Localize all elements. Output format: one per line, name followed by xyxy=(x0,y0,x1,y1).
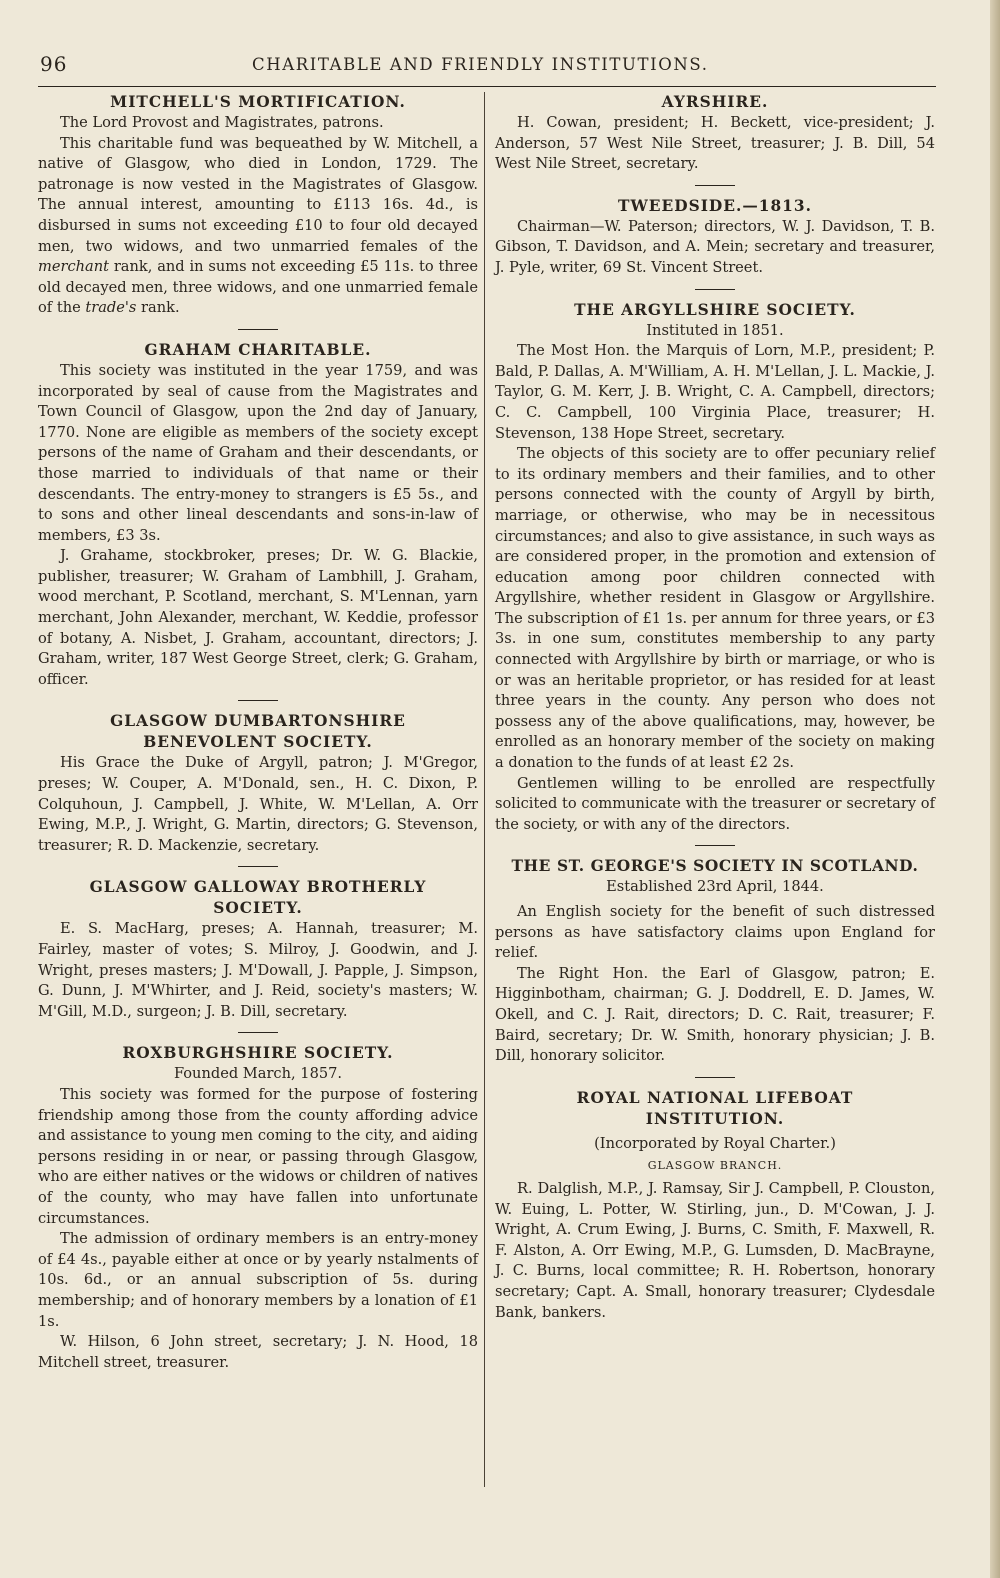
paragraph: Chairman—W. Paterson; directors, W. J. Davidson, T. B. Gibson, T. Davidson, and A. Mein; secretary and treasurer, J. Pyle, writer, 69 St. Vincent Street. xyxy=(495,217,935,276)
text-run: rank, and in sums not exceeding £5 11s. to three old decayed men, three widows, and one unmarried female of the xyxy=(38,258,479,317)
section-lifeboat xyxy=(495,1088,935,1323)
paragraph: The objects of this society are to offer pecuniary relief to its ordinary members and their families, and to other persons connected with the county of Argyll by birth, marriage, or otherwise, who may be in necessitous circumstances; and also to give assistance, in such ways as are considered proper, in the promotion and extension of education among poor children connected with Argyllshire, whether resident in Glasgow or Argyllshire. The subscription of £1 1s. per annum for three years, or £3 3s. in one sum, constitutes membership to any party connected with Argyllshire by birth or marriage, or who is or was an heritable proprietor, or has resided for at least three years in the county. Any person who does not possess any of the above qualifications, may, however, be enrolled as an honorary member of the society on making a donation to the funds of at least £2 2s. xyxy=(495,445,935,772)
section-separator xyxy=(695,289,735,290)
section-title: TWEEDSIDE.—1813. xyxy=(618,196,812,215)
paragraph: J. Grahame, stockbroker, preses; Dr. W. G. Blackie, publisher, treasurer; W. Graham of Lambhill, J. Graham, wood merchant, P. Scotland, merchant, S. M'Lennan, yarn merchant, John Alexander, merchant, W. Keddie, professor of botany, A. Nisbet, J. Graham, accountant, directors; J. Graham, writer, 187 West George Street, clerk; G. Graham, officer. xyxy=(38,547,478,688)
paragraph: R. Dalglish, M.P., J. Ramsay, Sir J. Campbell, P. Clouston, W. Euing, L. Potter, W. Stirling, jun., D. M'Cowan, J. J. Wright, A. Crum Ewing, J. Burns, C. Smith, F. Maxwell, R. F. Alston, A. Orr Ewing, M.P., G. Lumsden, D. MacBrayne, J. C. Burns, local committee; R. H. Robertson, honorary secretary; Capt. A. Small, honorary treasurer; Clydesdale Bank, bankers. xyxy=(495,1179,935,1321)
paragraph: The Lord Provost and Magistrates, patrons. xyxy=(60,114,384,131)
section-title: GLASGOW GALLOWAY BROTHERLY SOCIETY. xyxy=(89,878,427,918)
section-st-george xyxy=(495,856,935,1066)
running-head: CHARITABLE AND FRIENDLY INSTITUTIONS. xyxy=(252,55,709,74)
section-title: THE ST. GEORGE'S SOCIETY IN SCOTLAND. xyxy=(511,857,919,876)
section-title: GLASGOW DUMBARTONSHIRE BENEVOLENT SOCIETY. xyxy=(110,712,406,752)
italic-word: merchant xyxy=(38,258,109,276)
paragraph: W. Hilson, 6 John street, secretary; J. N. Hood, 18 Mitchell street, treasurer. xyxy=(38,1333,478,1371)
page-header xyxy=(40,52,935,82)
paragraph: The Most Hon. the Marquis of Lorn, M.P., president; P. Bald, P. Dallas, A. M'William, A. H. M'Lellan, J. L. Mackie, J. Taylor, G. M. Kerr, J. B. Wright, C. A. Campbell, directors; C. C. Campbell, 100 Virginia Place, treasurer; H. Stevenson, 138 Hope Street, secretary. xyxy=(495,342,935,442)
page-edge-shadow xyxy=(990,0,1000,1578)
section-mitchell xyxy=(38,92,478,319)
section-graham xyxy=(38,340,478,691)
text-run: rank. xyxy=(141,299,180,317)
section-subtitle: (Incorporated by Royal Charter.) xyxy=(594,1134,836,1152)
section-subtitle: Established 23rd April, 1844. xyxy=(606,878,824,896)
paragraph: His Grace the Duke of Argyll, patron; J. M'Gregor, preses; W. Couper, A. M'Donald, sen., H. C. Dixon, P. Colquhoun, J. Campbell, J. White, W. M'Lellan, A. Orr Ewing, M.P., J. Wright, G. Martin, directors; G. Stevenson, treasurer; R. D. Mackenzie, secretary. xyxy=(38,754,478,854)
paragraph: The admission of ordinary members is an entry-money of £4 4s., payable either at once or by yearly nstalments of 10s. 6d., or an annual subscription of 5s. during membership; and of honorary members by a lonation of £1 1s. xyxy=(38,1230,478,1330)
section-title: MITCHELL'S MORTIFICATION. xyxy=(110,93,406,111)
section-title: ROYAL NATIONAL LIFEBOAT INSTITUTION. xyxy=(576,1088,854,1128)
paragraph: This society was formed for the purpose of fostering friendship among those from the county affording advice and assistance to young men coming to the city, and aiding persons residing in or near, or passing through Glasgow, who are either natives or the widows or children of natives of the county, who may have fallen into unfortunate circumstances. xyxy=(38,1085,478,1227)
section-galloway xyxy=(38,877,478,1022)
left-column xyxy=(38,92,478,1373)
paragraph: E. S. MacHarg, preses; A. Hannah, treasurer; M. Fairley, master of votes; S. Milroy, J. Goodwin, and J. Wright, preses masters; J. M'Dowall, J. Papple, J. Simpson, G. Dunn, J. M'Whirter, and J. Reid, society's masters; W. M'Gill, M.D., surgeon; J. B. Dill, secretary. xyxy=(38,920,478,1020)
paragraph: This society was instituted in the year 1759, and was incorporated by seal of cause from the Magistrates and Town Council of Glasgow, upon the 2nd day of January, 1770. None are eligible as members of the society except persons of the name of Graham and their descendants, or those married to individuals of that name or their descendants. The entry-money to strangers is £5 5s., and to sons and other lineal descendants and sons-in-law of members, £3 3s. xyxy=(38,361,478,544)
text-run: This charitable fund was bequeathed by W. Mitchell, a native of Glasgow, who died in London, 1729. The patronage is now vested in the Magistrates of Glasgow. The annual interest, amounting to £113 16s. 4d., is disbursed in sums not exceeding £10 to four old decayed men, two widows, and two unmarried females of the xyxy=(38,134,478,255)
section-roxburgh xyxy=(38,1043,478,1373)
section-tweedside xyxy=(495,196,935,279)
section-subtitle: Instituted in 1851. xyxy=(646,321,784,339)
section-separator xyxy=(695,185,735,186)
column-divider xyxy=(484,92,485,1487)
right-column xyxy=(495,92,935,1323)
branch-label: GLASGOW BRANCH. xyxy=(647,1159,783,1173)
section-separator xyxy=(238,700,278,701)
paragraph: H. Cowan, president; H. Beckett, vice-president; J. Anderson, 57 West Nile Street, treasurer; J. B. Dill, 54 West Nile Street, secretary. xyxy=(495,114,935,173)
section-ayrshire xyxy=(495,92,935,175)
paragraph: The Right Hon. the Earl of Glasgow, patron; E. Higginbotham, chairman; G. J. Doddrell, E. D. James, W. Okell, and C. J. Rait, directors; D. C. Rait, treasurer; F. Baird, secretary; Dr. W. Smith, honorary physician; J. B. Dill, honorary solicitor. xyxy=(495,964,935,1065)
section-title: AYRSHIRE. xyxy=(661,93,769,111)
section-title: THE ARGYLLSHIRE SOCIETY. xyxy=(574,300,856,319)
section-subtitle: Founded March, 1857. xyxy=(173,1065,343,1083)
section-title: GRAHAM CHARITABLE. xyxy=(144,340,372,359)
page-number: 96 xyxy=(40,52,68,76)
section-separator xyxy=(238,329,278,330)
section-separator xyxy=(695,1077,735,1078)
header-rule xyxy=(38,86,936,87)
paragraph: Gentlemen willing to be enrolled are respectfully solicited to communicate with the treasurer or secretary of the society, or with any of the directors. xyxy=(495,774,935,833)
section-separator xyxy=(238,1032,278,1033)
section-separator xyxy=(238,866,278,867)
paragraph xyxy=(38,134,478,319)
italic-word: trade's xyxy=(85,299,137,317)
section-separator xyxy=(695,845,735,846)
section-argyll xyxy=(495,300,935,836)
section-dumbarton xyxy=(38,711,478,856)
section-title: ROXBURGHSHIRE SOCIETY. xyxy=(122,1044,394,1063)
paragraph: An English society for the benefit of such distressed persons as have satisfactory claims upon England for relief. xyxy=(495,903,935,962)
